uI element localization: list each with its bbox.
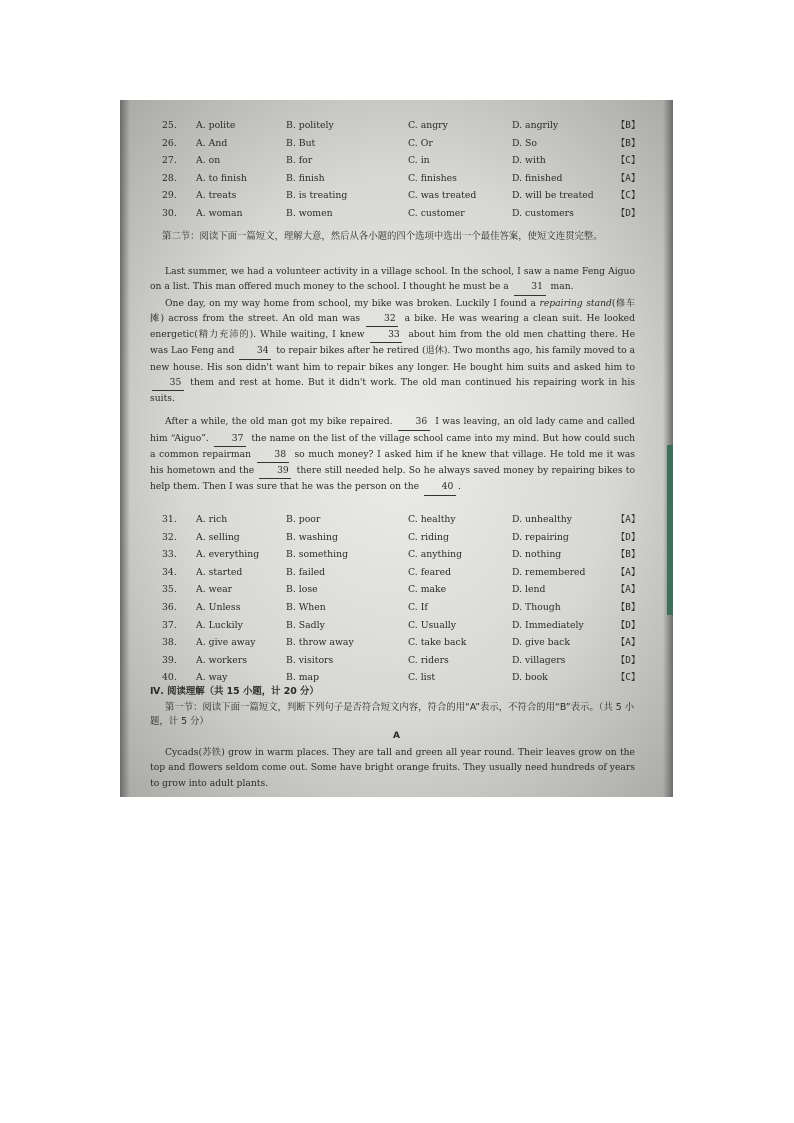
options-table-31-40 — [162, 513, 647, 689]
article-a-text — [150, 745, 635, 791]
option-row: 36. A. Unless B. When C. If D. Though 【B】 — [162, 601, 641, 613]
article-a-label: A — [393, 731, 400, 741]
blank-34: 34 — [239, 343, 271, 359]
option-row: 39. A. workers B. visitors C. riders D. villagers 【D】 — [162, 654, 641, 666]
photo-shadow-left — [120, 100, 130, 797]
blank-33: 33 — [370, 327, 402, 343]
options-table-25-30 — [162, 119, 647, 225]
green-page-edge — [667, 445, 673, 615]
option-row: 37. A. Luckily B. Sadly C. Usually D. Immediately 【D】 — [162, 619, 641, 631]
option-row: 32. A. selling B. washing C. riding D. repairing 【D】 — [162, 531, 641, 543]
option-row: 29. A. treats B. is treating C. was treated D. will be treated 【C】 — [162, 190, 641, 202]
passage-paragraph-1: Last summer, we had a volunteer activity in a village school. In the school, I saw a name Feng Aiguo on a list. This man offered much money to the school. I thought he must be a 31 man. — [150, 264, 635, 296]
option-row: 26. A. And B. But C. Or D. So 【B】 — [162, 137, 641, 149]
scanned-exam-photo — [120, 100, 673, 797]
blank-39: 39 — [259, 463, 291, 479]
option-row: 27. A. on B. for C. in D. with 【C】 — [162, 155, 641, 167]
option-row: 30. A. woman B. women C. customer D. customers 【D】 — [162, 207, 641, 219]
option-row: 28. A. to finish B. finish C. finishes D. finished 【A】 — [162, 172, 641, 184]
option-row: 38. A. give away B. throw away C. take back D. give back 【A】 — [162, 637, 641, 649]
blank-40: 40 — [424, 479, 456, 495]
section2-heading: 第二节：阅读下面一篇短文，理解大意，然后从各小题的四个选项中选出一个最佳答案，使短文连贯完整。 — [162, 231, 603, 242]
option-row: 25. A. polite B. politely C. angry D. angrily 【B】 — [162, 120, 641, 131]
option-row: 31. A. rich B. poor C. healthy D. unhealthy 【A】 — [162, 514, 641, 525]
part4-title: Ⅳ. 阅读理解（共 15 小题，计 20 分） — [150, 686, 319, 697]
option-row: 35. A. wear B. lose C. make D. lend 【A】 — [162, 584, 641, 596]
article-a-paragraph: Cycads(苏铁) grow in warm places. They are tall and green all year round. Their leaves grow on the top and flowers seldom come out. Some have bright orange fruits. They usually need hundreds of years to grow into adult plants. — [150, 747, 635, 789]
passage-paragraph-2: One day, on my way home from school, my bike was broken. Luckily I found a repairing stand(修车摊) across from the street. An old man was 32 a bike. He was wearing a clean suit. He looked energetic(精力充沛的). While waiting, I knew 33 about him from the old men chatting there. He was Lao Feng and 34 to repair bikes after he retired (退休). Two months ago, his family moved to a new house. His son didn't want him to repair bikes any longer. He bought him suits and asked him to 35 them and rest at home. But it didn't work. The old man continued his repairing work in his suits. — [150, 297, 636, 405]
blank-36: 36 — [398, 414, 430, 430]
option-row: 40. A. way B. map C. list D. book 【C】 — [162, 672, 641, 684]
blank-38: 38 — [257, 447, 289, 463]
passage-paragraph-3: After a while, the old man got my bike repaired. 36 I was leaving, an old lady came and called him “Aiguo”. 37 the name on the list of the village school came into my mind. But how could such a common repairman 38 so much money? I asked him if he knew that village. He told me it was his hometown and the 39 there still needed help. So he always saved money by repairing bikes to help them. Then I was sure that he was the person on the 40 . — [150, 414, 635, 495]
blank-32: 32 — [366, 311, 398, 327]
option-row: 33. A. everything B. something C. anything D. nothing 【B】 — [162, 549, 641, 561]
option-row: 34. A. started B. failed C. feared D. remembered 【A】 — [162, 566, 641, 578]
cloze-passage — [150, 264, 635, 496]
blank-35: 35 — [152, 375, 184, 391]
blank-37: 37 — [214, 431, 246, 447]
part4-instructions: 第一节：阅读下面一篇短文，判断下列句子是否符合短文内容，符合的用“A”表示，不符合的用“B”表示。（共 5 小题，计 5 分） — [150, 702, 635, 728]
blank-31: 31 — [514, 279, 546, 295]
